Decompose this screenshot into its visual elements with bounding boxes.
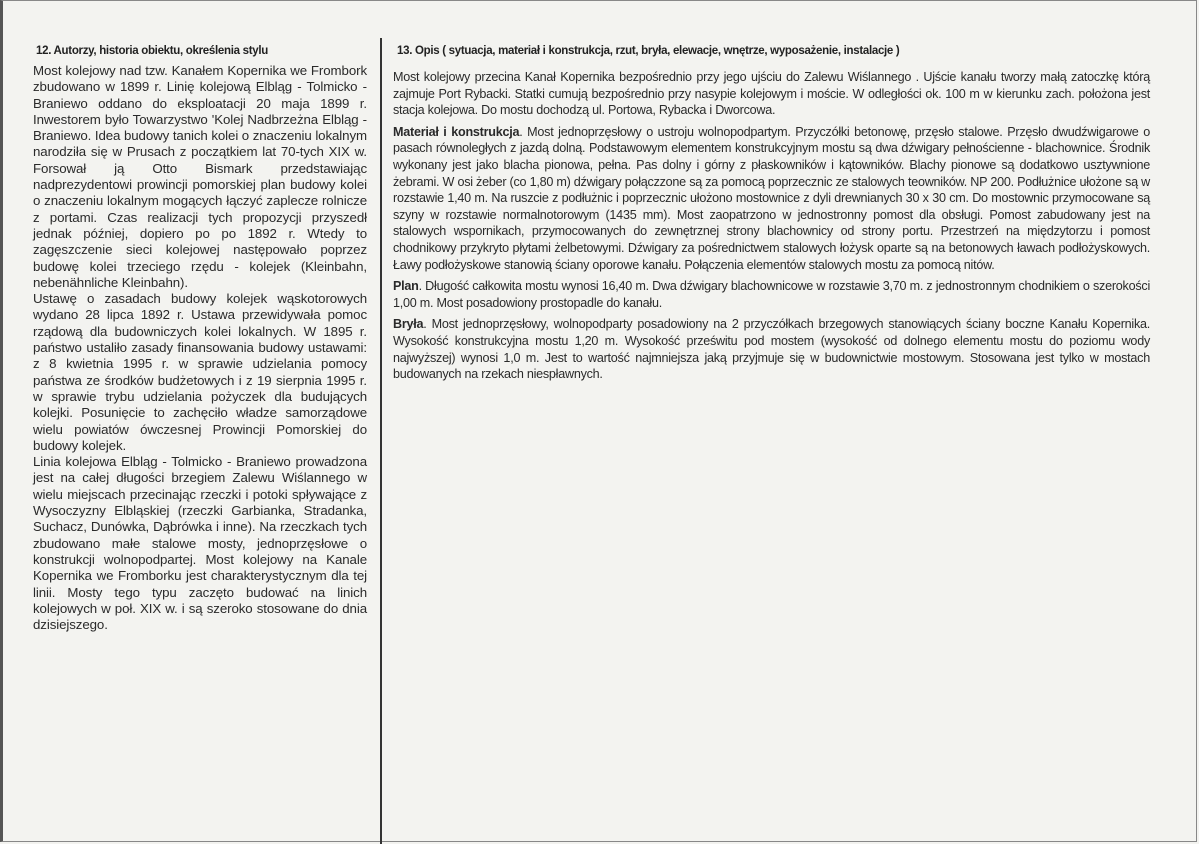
history-paragraph-3: Linia kolejowa Elbląg - Tolmicko - Braniewo prowadzona jest na całej długości brzegiem Zalewu Wiślannego w wielu miejscach przecinając rzeczki i potoki spływające z Wysoczyzny Elbląskiej (rzeczki Garbianka, Stradanka, Suchacz, Dunówka, Dąbrówka i inne). Na rzeczkach tych zbudowano małe stalowe mosty, jednoprzęsłowe o konstrukcji wolnopodpartej. Most kolejowy na Kanale Kopernika we Fromborku jest charakterystycznym dla tej linii. Mosty tego typu zaczęto budować na linich kolejowych w poł. XIX w. i są szeroko stosowane do dnia dzisiejszego. (33, 454, 367, 633)
plan-lead: Plan (393, 279, 419, 294)
bryla-text: . Most jednoprzęsłowy, wolnopodparty posadowiony na 2 przyczółkach brzegowych stanowiących ściany boczne Kanału Kopernika. Wysokość konstrukcyjna mostu 1,20 m. Wysokość prześwitu pod mostem (wysokość od dolnego elementu mostu do poziomu wody najwyższej) wynosi 1,0 m. Jest to wartość najmniejsza jaką przyjmuje się w budownictwie mostowym. Stosowana jest tylko w mostach budowanych na rzekach niespławnych. (393, 317, 1150, 382)
material-text: . Most jednoprzęsłowy o ustroju wolnopodpartym. Przyczółki betonowę, przęsło stalowe. Przęsło dwudźwigarowe o pasach równoległych z jazdą dolną. Podstawowym elementem konstrukcyjnym mostu są dwa dźwigary pełnościenne - blachownice. Środnik wykonany jest jako blacha pionowa, pełna. Pas dolny i górny z płaskowników i kątowników. Blachy pionowe są dodatkowo usztywnione żebrami. W osi żeber (co 1,80 m) dźwigary połączzone są za pomocą poprzecznic ze stalowych teowników. NP 200. Podłużnice ułożone są w rozstawie 1,40 m. Na ruszcie z podłużnic i poprzecznic ułożono mostownice z dyli drewnianych 30 x 30 cm. Do mostownic przymocowane są szyny w rozstawie normalnotorowym (1435 mm). Most zaopatrzono w jednostronny pomost dla obsługi. Pomost zabudowany jest na stalowych wspornikach, przymocowanych do zewnętrznej strony blachownicy od strony portu. Przestrzeń na międzytorzu i pomost chodnikowy przykryto płytami żelbetowymi. Dźwigary za pośrednictwem stalowych łożysk oparte są na betonowych ławach podłożyskowych. Ławy podłożyskowe stanowią ściany oporowe kanału. Połączenia elementów stalowych mostu za pomocą nitów. (393, 124, 1150, 272)
material-paragraph (393, 124, 1150, 273)
history-paragraph-2: Ustawę o zasadach budowy kolejek wąskotorowych wydano 28 lipca 1892 r. Ustawa przewidywała pomoc rządową dla budowniczych kolei lokalnych. W 1895 r. państwo ustaliło zasady finansowania budowy ustawami: z 8 kwietnia 1995 r. w sprawie udzielania pomocy państwa ze środków budżetowych i z 19 sierpnia 1995 r. w sprawie trybu udzielania pożyczek dla budujących kolejki. Posunięcie to zachęciło władze samorządowe wielu powiatów ówczesnej Prowincji Pomorskiej do budowy kolejek. (33, 291, 367, 453)
column-divider (380, 38, 382, 844)
section-13-heading: 13. Opis ( sytuacja, materiał i konstrukcja, rzut, bryła, elewacje, wnętrze, wyposażenie, instalacje ) (397, 45, 900, 57)
plan-text: . Długość całkowita mostu wynosi 16,40 m. Dwa dźwigary blachownicowe w rozstawie 3,70 m. z jednostronnym chodnikiem o szerokości 1,00 m. Most posadowiony prostopadle do kanału. (393, 279, 1150, 310)
plan-paragraph (393, 278, 1150, 311)
bryla-paragraph (393, 316, 1150, 382)
history-paragraph-1: Most kolejowy nad tzw. Kanałem Kopernika we Frombork zbudowano w 1899 r. Linię kolejową Elbląg - Tolmicko - Braniewo oddano do eksploatacji 20 maja 1899 r. Inwestorem było Towarzystwo 'Kolej Nadbrzeżna Elbląg - Braniewo. Idea budowy tanich kolei o znaczeniu lokalnym narodziła się w Prusach z początkiem lat 70-tych XIX w. Forsował ją Otto Bismark przedstawiając nadprezydentowi prowincji pomorskiej plan budowy kolei o znaczeniu lokalnym mogących łączyć zaplecze rolnicze z portami. Czas realizacji tych propozycji przyszedł jednak później, dopiero po po 1892 r. Wtedy to zagęszczenie sieci kolejowej następowało poprzez budowę kolei trzeciego rzędu - kolejek (Kleinbahn, nebenähnliche Kleinbahn). (33, 63, 367, 290)
material-lead: Materiał i konstrukcja (393, 124, 520, 139)
bryla-lead: Bryła (393, 317, 424, 332)
section-12-heading: 12. Autorzy, historia obiektu, określenia stylu (36, 45, 268, 57)
section-12-authors-history (33, 43, 367, 633)
situation-paragraph: Most kolejowy przecina Kanał Kopernika bezpośrednio przy jego ujściu do Zalewu Wiślannego . Ujście kanału tworzy małą zatoczkę którą zajmuje Port Rybacki. Statki cumują bezpośrednio przy nasypie kolejowym i moście. W odległości ok. 100 m w kierunku zach. położona jest stacja kolejowa. Do mostu dochodzą ul. Portowa, Rybacka i Dworcowa. (393, 70, 1150, 118)
section-13-description (393, 43, 1150, 388)
